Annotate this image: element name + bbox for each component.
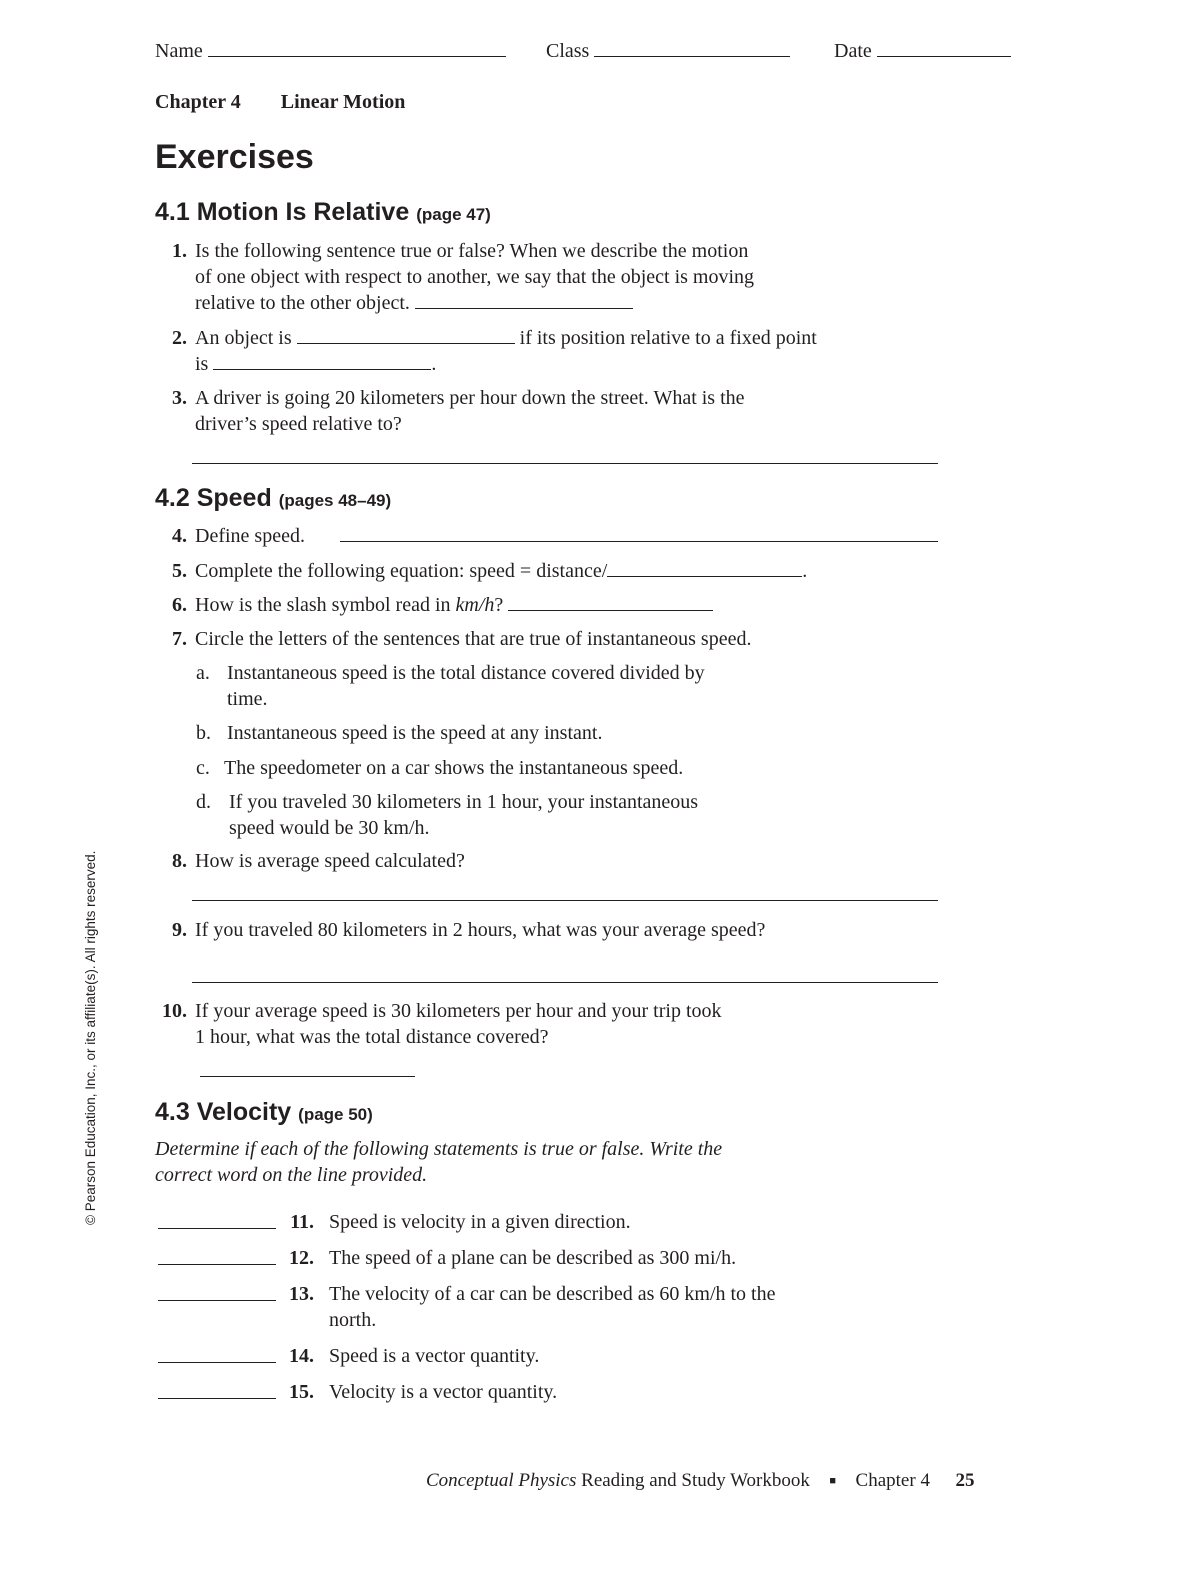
question-7-text: Circle the letters of the sentences that are true of instantaneous speed.	[195, 628, 752, 650]
statement-11-text: Speed is velocity in a given direction.	[329, 1211, 631, 1233]
statement-12-answer-blank[interactable]	[158, 1264, 276, 1265]
option-d-letter: d.	[196, 791, 211, 813]
instructions-line-1: Determine if each of the following statements is true or false. Write the	[155, 1138, 723, 1160]
page-footer	[426, 1468, 974, 1494]
question-3-answer-line[interactable]	[192, 463, 938, 464]
chapter-heading	[155, 89, 405, 115]
question-1-line-3-text: relative to the other object.	[195, 292, 410, 314]
question-2-number: 2.	[172, 327, 187, 349]
statement-13-line-1: The velocity of a car can be described as 60 km/h to the	[329, 1283, 776, 1305]
question-7-number: 7.	[172, 628, 187, 650]
question-9	[155, 917, 766, 943]
option-c-line-1: The speedometer on a car shows the instantaneous speed.	[224, 757, 684, 779]
statement-15-text: Velocity is a vector quantity.	[329, 1381, 558, 1403]
option-a-line-2: time.	[227, 688, 268, 710]
question-9-answer-line[interactable]	[192, 982, 938, 983]
footer-page-number: 25	[955, 1470, 975, 1491]
question-3-number: 3.	[172, 387, 187, 409]
question-6-number: 6.	[172, 594, 187, 616]
question-7-option-d[interactable]	[196, 789, 699, 839]
section-4-3-instructions	[155, 1136, 722, 1188]
name-blank[interactable]	[208, 55, 506, 57]
question-6-text-a: How is the slash symbol read in	[195, 594, 451, 616]
question-2-text-c: is	[195, 353, 209, 375]
section-4-2-pages: (pages 48–49)	[278, 491, 392, 510]
section-4-1-pages: (page 47)	[416, 205, 491, 224]
class-field	[546, 38, 790, 64]
question-2-text-d: .	[431, 353, 437, 375]
question-10	[155, 998, 722, 1048]
instructions-line-2: correct word on the line provided.	[155, 1164, 428, 1186]
date-blank[interactable]	[877, 55, 1011, 57]
question-1	[155, 238, 755, 314]
question-3	[155, 385, 745, 435]
footer-book-title: Conceptual Physics	[426, 1470, 577, 1491]
chapter-title: Linear Motion	[280, 91, 406, 113]
statement-15-answer-blank[interactable]	[158, 1398, 276, 1399]
question-4	[155, 523, 305, 549]
question-1-line-3	[195, 290, 633, 316]
question-4-text: Define speed.	[195, 525, 305, 547]
question-5-text: Complete the following equation: speed = distance/	[195, 560, 608, 582]
statement-13	[155, 1281, 915, 1337]
statement-11-number: 11.	[290, 1211, 314, 1233]
statement-14-number: 14.	[289, 1345, 314, 1367]
statement-11-answer-blank[interactable]	[158, 1228, 276, 1229]
question-8	[155, 848, 465, 874]
question-9-number: 9.	[172, 919, 187, 941]
option-d-line-1: If you traveled 30 kilometers in 1 hour, your instantaneous	[229, 791, 699, 813]
section-4-3-heading	[155, 1098, 373, 1127]
page-title: Exercises	[155, 138, 314, 176]
option-a-line-1: Instantaneous speed is the total distance covered divided by	[227, 662, 705, 684]
question-7-option-b[interactable]	[196, 720, 603, 746]
section-4-2-title: 4.2 Speed	[155, 484, 272, 512]
question-6-unit: km/h	[455, 594, 495, 616]
statement-13-answer-blank[interactable]	[158, 1300, 276, 1301]
question-4-number: 4.	[172, 525, 187, 547]
question-5-number: 5.	[172, 560, 187, 582]
statement-12-number: 12.	[289, 1247, 314, 1269]
question-6-line	[195, 592, 713, 618]
question-6-text-b: ?	[494, 594, 504, 616]
footer-book-subtitle: Reading and Study Workbook	[581, 1470, 810, 1491]
option-b-letter: b.	[196, 722, 211, 744]
option-a-letter: a.	[196, 662, 210, 684]
statement-15	[155, 1379, 915, 1409]
question-5-line	[195, 558, 807, 584]
statement-14	[155, 1343, 915, 1373]
question-7-option-c[interactable]	[196, 755, 684, 781]
question-7	[155, 626, 752, 652]
footer-chapter: Chapter 4	[855, 1470, 930, 1491]
question-8-text: How is average speed calculated?	[195, 850, 465, 872]
footer-bullet: ■	[829, 1475, 837, 1487]
statement-14-text: Speed is a vector quantity.	[329, 1345, 540, 1367]
question-4-answer-line[interactable]	[340, 541, 938, 542]
question-5-answer-blank[interactable]	[607, 575, 802, 577]
name-label: Name	[155, 40, 203, 62]
question-8-answer-line[interactable]	[192, 900, 938, 901]
option-b-line-1: Instantaneous speed is the speed at any instant.	[227, 722, 603, 744]
question-10-number: 10.	[162, 1000, 187, 1022]
statement-12	[155, 1245, 915, 1275]
question-2-line-1	[195, 325, 817, 351]
question-8-number: 8.	[172, 850, 187, 872]
question-2	[155, 325, 817, 375]
question-2-blank-2[interactable]	[213, 368, 431, 370]
section-4-3-pages: (page 50)	[298, 1105, 373, 1124]
question-7-option-a[interactable]	[196, 660, 705, 710]
statement-15-number: 15.	[289, 1381, 314, 1403]
question-1-line-2: of one object with respect to another, we say that the object is moving	[195, 266, 755, 288]
section-4-1-heading	[155, 198, 491, 227]
question-10-answer-line[interactable]	[200, 1076, 415, 1077]
statement-11	[155, 1209, 915, 1239]
question-10-line-2: 1 hour, what was the total distance covered?	[195, 1026, 549, 1048]
option-d-line-2: speed would be 30 km/h.	[229, 817, 430, 839]
question-3-line-1: A driver is going 20 kilometers per hour down the street. What is the	[195, 387, 745, 409]
statement-13-line-2: north.	[329, 1309, 377, 1331]
date-label: Date	[834, 40, 872, 62]
option-c-letter: c.	[196, 757, 210, 779]
question-2-text-b: if its position relative to a fixed point	[519, 327, 817, 349]
question-1-line-1: Is the following sentence true or false? When we describe the motion	[195, 240, 749, 262]
question-2-text-a: An object is	[195, 327, 292, 349]
question-2-line-2	[195, 351, 436, 377]
name-field	[155, 38, 506, 64]
question-10-line-1: If your average speed is 30 kilometers per hour and your trip took	[195, 1000, 722, 1022]
question-9-text: If you traveled 80 kilometers in 2 hours, what was your average speed?	[195, 919, 766, 941]
statement-12-text: The speed of a plane can be described as 300 mi/h.	[329, 1247, 737, 1269]
statement-14-answer-blank[interactable]	[158, 1362, 276, 1363]
question-1-answer-blank[interactable]	[415, 307, 633, 309]
copyright-notice: © Pearson Education, Inc., or its affiliate(s). All rights reserved.	[83, 850, 98, 1225]
class-label: Class	[546, 40, 590, 62]
question-5	[155, 558, 808, 584]
question-1-number: 1.	[172, 240, 187, 262]
section-4-1-title: 4.1 Motion Is Relative	[155, 198, 410, 226]
question-5-end: .	[802, 560, 808, 582]
question-2-blank-1[interactable]	[297, 342, 515, 344]
question-6-answer-blank[interactable]	[508, 609, 713, 611]
class-blank[interactable]	[594, 55, 790, 57]
section-4-2-heading	[155, 484, 391, 513]
date-field	[834, 38, 1011, 64]
question-3-line-2: driver’s speed relative to?	[195, 413, 402, 435]
question-6	[155, 592, 504, 618]
statement-13-number: 13.	[289, 1283, 314, 1305]
section-4-3-title: 4.3 Velocity	[155, 1098, 292, 1126]
chapter-number: Chapter 4	[155, 91, 241, 113]
